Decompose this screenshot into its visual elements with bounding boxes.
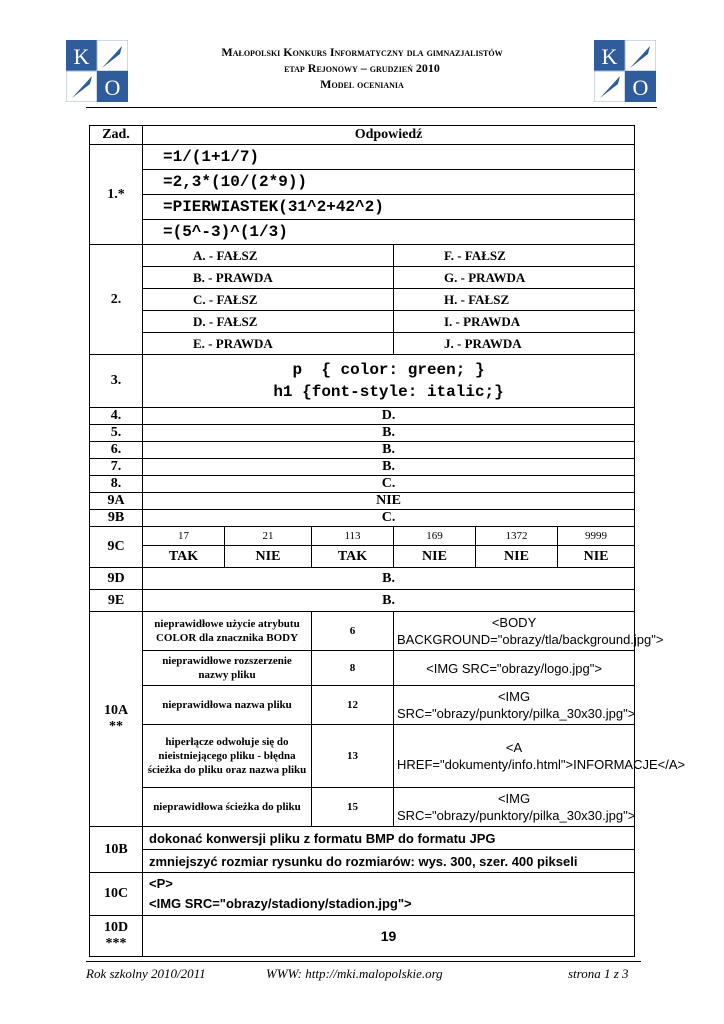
q9c-number: 169 [394, 527, 476, 546]
q9c-answer: NIE [476, 546, 558, 568]
document-header [150, 44, 574, 92]
q9e-label: 9E [90, 590, 143, 612]
q10a-row [90, 686, 635, 725]
q1-formula-2: =2,3*(10/(2*9)) [143, 170, 635, 195]
q5-label: 5. [90, 425, 143, 442]
q9c-answer: TAK [312, 546, 394, 568]
q9c-answer: NIE [394, 546, 476, 568]
q10a-error-desc: hiperłącze odwołuje się do nieistniejącego pliku - błędna ścieżka do pliku oraz nazwa pliku [143, 725, 312, 788]
footer-page-number: strona 1 z 3 [568, 966, 629, 981]
q3-row [90, 355, 635, 408]
header-line-3: Model oceniania [320, 77, 404, 91]
q10a-error-desc: nieprawidłowe rozszerzenie nazwy pliku [143, 651, 312, 686]
logo-letter-o: O [632, 75, 649, 100]
header-answer: Odpowiedź [143, 126, 635, 145]
q1-formula-4: =(5^-3)^(1/3) [143, 220, 635, 245]
q10a-line-number: 8 [312, 651, 394, 686]
q3-answer [143, 355, 635, 408]
q2-label: 2. [90, 245, 143, 355]
q10a-fix-code: <IMG SRC="obrazy/punktory/pilka_30x30.jpg"> [394, 686, 635, 725]
q10c-answer [143, 873, 635, 916]
q9c-number: 113 [312, 527, 394, 546]
table-row [90, 510, 635, 527]
q1-formula-1: =1/(1+1/7) [143, 145, 635, 170]
table-row [90, 568, 635, 590]
q1-formula-3: =PIERWIASTEK(31^2+42^2) [143, 195, 635, 220]
q10a-row [90, 612, 635, 651]
answer-key-table [89, 125, 686, 957]
q10d-stars: *** [105, 936, 127, 951]
q10a-row [90, 788, 635, 827]
q10b-line-1: dokonać konwersji pliku z formatu BMP do formatu JPG [143, 827, 635, 850]
q2-answer-f: F. - FAŁSZ [394, 245, 635, 267]
q1-label: 1.* [90, 145, 143, 245]
q10c-label: 10C [90, 873, 143, 916]
q8-label: 8. [90, 476, 143, 493]
q3-label: 3. [90, 355, 143, 408]
q6-label: 6. [90, 442, 143, 459]
q3-css-line-1: p { color: green; } [292, 361, 485, 379]
q9c-number: 9999 [558, 527, 635, 546]
q10d-label-cell [90, 916, 143, 957]
q2-row [90, 245, 635, 267]
q10a-stars: ** [109, 719, 123, 734]
q10b-label: 10B [90, 827, 143, 873]
q2-answer-h: H. - FAŁSZ [394, 289, 635, 311]
q9d-label: 9D [90, 568, 143, 590]
q1-row [90, 145, 635, 170]
q2-answer-b: B. - PRAWDA [143, 267, 394, 289]
q10a-row [90, 725, 635, 788]
ko-logo-right [594, 40, 656, 102]
logo-letter-k: K [601, 44, 618, 69]
table-row [90, 442, 635, 459]
q9c-answer: NIE [225, 546, 312, 568]
q10a-label-cell [90, 612, 143, 827]
q2-answer-e: E. - PRAWDA [143, 333, 394, 355]
q10a-line-number: 6 [312, 612, 394, 651]
q10a-fix-code: <IMG SRC="obrazy/punktory/pilka_30x30.jpg"> [394, 788, 635, 827]
footer-school-year: Rok szkolny 2010/2011 [86, 966, 206, 981]
q3-css-line-2: h1 {font-style: italic;} [273, 383, 504, 401]
q9b-label: 9B [90, 510, 143, 527]
table-row [90, 459, 635, 476]
q10a-error-desc: nieprawidłowe użycie atrybutu COLOR dla znacznika BODY [143, 612, 312, 651]
q7-answer: B. [143, 459, 635, 476]
q2-answer-i: I. - PRAWDA [394, 311, 635, 333]
footer-website: WWW: http://mki.malopolskie.org [266, 966, 443, 981]
q10b-row [90, 827, 635, 850]
q10a-fix-code: <BODY BACKGROUND="obrazy/tla/background.jpg"> [394, 612, 635, 651]
q9a-label: 9A [90, 493, 143, 510]
q9b-answer: C. [143, 510, 635, 527]
table-row [90, 590, 635, 612]
q10d-label: 10D [103, 920, 129, 935]
q4-label: 4. [90, 408, 143, 425]
q10a-line-number: 12 [312, 686, 394, 725]
q2-answer-c: C. - FAŁSZ [143, 289, 394, 311]
q10a-line-number: 13 [312, 725, 394, 788]
q9c-number: 1372 [476, 527, 558, 546]
q9a-answer: NIE [143, 493, 635, 510]
q9c-answers-row [90, 546, 635, 568]
q2-answer-d: D. - FAŁSZ [143, 311, 394, 333]
q10d-row [90, 916, 635, 957]
q2-answer-a: A. - FAŁSZ [143, 245, 394, 267]
header-zad: Zad. [90, 126, 143, 145]
q10d-answer: 19 [143, 916, 635, 957]
q2-answer-j: J. - PRAWDA [394, 333, 635, 355]
q9e-answer: B. [143, 590, 635, 612]
table-row [90, 408, 635, 425]
logo-letter-k: K [73, 44, 90, 69]
header-line-1: Małopolski Konkurs Informatyczny dla gimnazjalistów [221, 45, 503, 59]
q10a-error-desc: nieprawidłowa nazwa pliku [143, 686, 312, 725]
table-row [90, 493, 635, 510]
q6-answer: B. [143, 442, 635, 459]
q5-answer: B. [143, 425, 635, 442]
q10c-line-1: <P> [149, 876, 173, 891]
q10a-fix-code: <A HREF="dokumenty/info.html">INFORMACJE</A> [394, 725, 635, 788]
table-row [90, 476, 635, 493]
q9c-answer: TAK [143, 546, 225, 568]
q2-answer-g: G. - PRAWDA [394, 267, 635, 289]
table-row [90, 425, 635, 442]
q10b-line-2: zmniejszyć rozmiar rysunku do rozmiarów: wys. 300, szer. 400 pikseli [143, 850, 635, 873]
table-header-row [90, 126, 635, 145]
q10a-line-number: 15 [312, 788, 394, 827]
q8-answer: C. [143, 476, 635, 493]
header-divider [86, 107, 657, 108]
q9c-number: 21 [225, 527, 312, 546]
q9d-answer: B. [143, 568, 635, 590]
q10c-row [90, 873, 635, 916]
ko-logo-left [66, 40, 128, 102]
q10a-error-desc: nieprawidłowa ścieżka do pliku [143, 788, 312, 827]
q10a-fix-code: <IMG SRC="obrazy/logo.jpg"> [394, 651, 635, 686]
q9c-numbers-row [90, 527, 635, 546]
q9c-label: 9C [90, 527, 143, 568]
header-line-2: etap Rejonowy – grudzień 2010 [284, 61, 440, 75]
q4-answer: D. [143, 408, 635, 425]
q10c-line-2: <IMG SRC="obrazy/stadiony/stadion.jpg"> [149, 896, 412, 911]
logo-letter-o: O [104, 75, 121, 100]
q9c-number: 17 [143, 527, 225, 546]
q9c-answer: NIE [558, 546, 635, 568]
q10a-row [90, 651, 635, 686]
footer-divider [86, 961, 641, 962]
q10a-label: 10A [103, 703, 129, 718]
q7-label: 7. [90, 459, 143, 476]
